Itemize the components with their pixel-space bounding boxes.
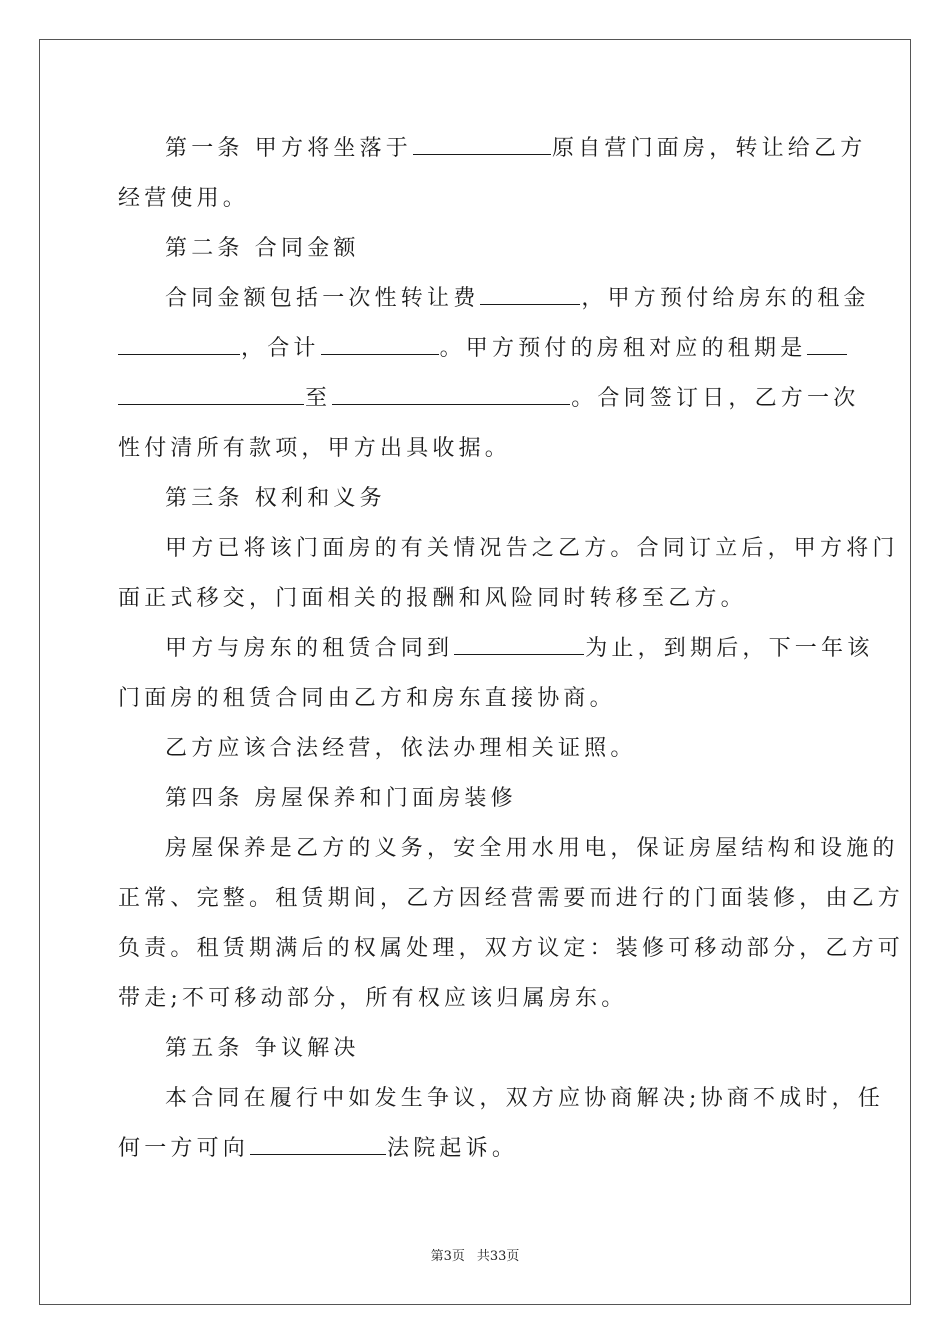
article1-text-end: 经营使用。 xyxy=(118,186,250,211)
page-number: 第3页 xyxy=(430,1249,465,1264)
article2-text-sign: 。合同签订日，乙方一次 xyxy=(571,386,860,411)
page-total: 共33页 xyxy=(476,1249,520,1264)
article4-line4: 带走;不可移动部分，所有权应该归属房东。 xyxy=(118,986,628,1011)
article3-p3: 乙方应该合法经营，依法办理相关证照。 xyxy=(165,736,637,761)
lease-end-blank xyxy=(454,634,584,655)
article1-text: 第一条 甲方将坐落于 xyxy=(165,136,412,161)
article2-text-cont: ，甲方预付给房东的租金 xyxy=(581,286,870,311)
court-blank xyxy=(250,1134,386,1155)
article2-line1 xyxy=(165,284,870,314)
article3-p2-line1 xyxy=(165,634,873,664)
article2-to-label: 至 xyxy=(305,386,332,411)
article5-line1: 本合同在履行中如发生争议，双方应协商解决;协商不成时，任 xyxy=(165,1086,885,1111)
term-start-blank-a xyxy=(807,334,847,355)
article3-p1-line2: 面正式移交，门面相关的报酬和风险同时转移至乙方。 xyxy=(118,586,747,611)
total-blank xyxy=(321,334,439,355)
article4-line2: 正常、完整。租赁期间，乙方因经营需要而进行的门面装修，由乙方 xyxy=(118,886,905,911)
article3-p2-line2: 门面房的租赁合同由乙方和房东直接协商。 xyxy=(118,686,616,711)
article1-text-cont: 原自营门面房，转让给乙方 xyxy=(552,136,867,161)
article2-line4: 性付清所有款项，甲方出具收据。 xyxy=(118,436,512,461)
transfer-fee-blank xyxy=(480,284,580,305)
article1-line1 xyxy=(165,134,866,164)
term-end-blank xyxy=(332,384,570,405)
page-footer xyxy=(0,1245,950,1264)
article3-p1-line1: 甲方已将该门面房的有关情况告之乙方。合同订立后，甲方将门 xyxy=(165,536,899,561)
location-blank xyxy=(413,134,551,155)
article3-p2-text-cont: 为止，到期后，下一年该 xyxy=(585,636,874,661)
article5-line2 xyxy=(118,1134,518,1164)
page-border xyxy=(39,39,911,1305)
article2-term-label: 。甲方预付的房租对应的租期是 xyxy=(439,336,807,361)
article2-heading: 第二条 合同金额 xyxy=(165,236,360,261)
article5-text-cont: 法院起诉。 xyxy=(387,1136,519,1161)
article2-text: 合同金额包括一次性转让费 xyxy=(165,286,480,311)
article1-line2 xyxy=(118,184,249,214)
article2-line3 xyxy=(118,384,859,414)
article3-heading: 第三条 权利和义务 xyxy=(165,486,386,511)
article4-line1: 房屋保养是乙方的义务，安全用水用电，保证房屋结构和设施的 xyxy=(165,836,899,861)
term-start-blank-b xyxy=(118,384,304,405)
article2-line2 xyxy=(118,334,848,364)
article3-p2-text: 甲方与房东的租赁合同到 xyxy=(165,636,454,661)
article5-text: 何一方可向 xyxy=(118,1136,250,1161)
article2-total-label: ，合计 xyxy=(241,336,320,361)
article5-heading: 第五条 争议解决 xyxy=(165,1036,360,1061)
article4-heading: 第四条 房屋保养和门面房装修 xyxy=(165,786,517,811)
article4-line3: 负责。租赁期满后的权属处理，双方议定：装修可移动部分，乙方可 xyxy=(118,936,905,961)
rent-blank xyxy=(118,334,240,355)
